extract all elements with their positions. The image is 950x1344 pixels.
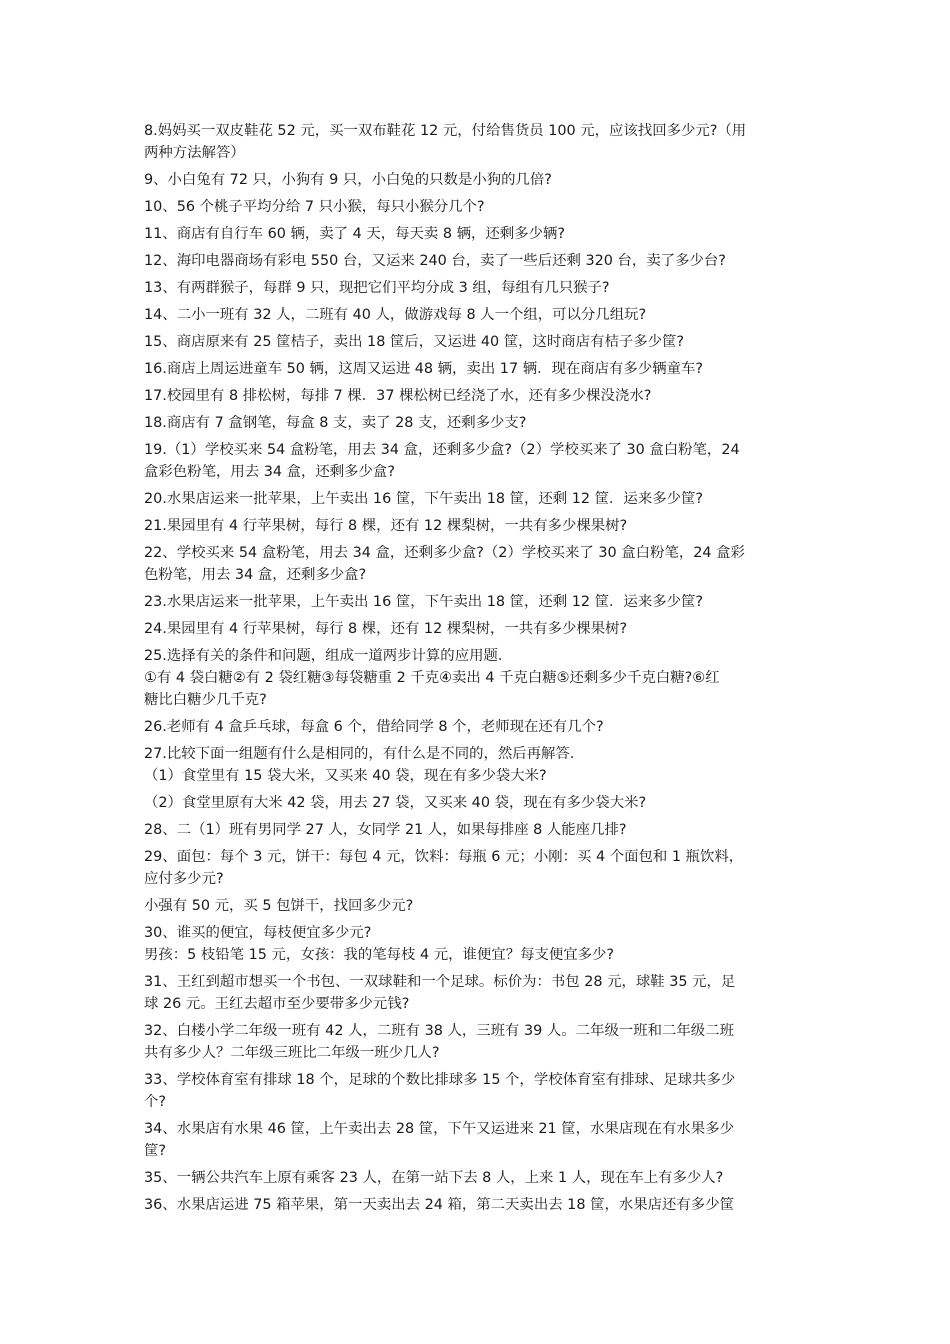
text-line: 应付多少元? (144, 871, 224, 887)
question-paragraph (144, 1069, 809, 1113)
text-line: 11、商店有自行车 60 辆，卖了 4 天，每天卖 8 辆，还剩多少辆? (144, 226, 566, 242)
text-line: 22、学校买来 54 盒粉笔，用去 34 盒，还剩多少盒?（2）学校买来了 30 盒白粉笔，24 盒彩 (144, 545, 745, 561)
text-line: 球 26 元。王红去超市至少要带多少元钱? (144, 996, 410, 1012)
text-line: 9、小白兔有 72 只，小狗有 9 只，小白兔的只数是小狗的几倍? (144, 172, 552, 188)
question-paragraph (144, 223, 809, 245)
question-paragraph (144, 120, 809, 164)
question-paragraph (144, 412, 809, 434)
text-line: 14、二小一班有 32 人，二班有 40 人，做游戏每 8 人一个组，可以分几组玩? (144, 307, 647, 323)
text-line: 33、学校体育室有排球 18 个，足球的个数比排球多 15 个，学校体育室有排球、足球共多少 (144, 1072, 736, 1088)
text-line: 36、水果店运进 75 箱苹果，第一天卖出去 24 箱，第二天卖出去 18 筐，水果店还有多少筐 (144, 1197, 734, 1213)
question-paragraph (144, 1020, 809, 1064)
text-line: 24.果园里有 4 行苹果树，每行 8 棵，还有 12 棵梨树，一共有多少棵果树? (144, 621, 628, 637)
document-page (144, 120, 809, 1221)
text-line: 个? (144, 1094, 167, 1110)
text-line: 35、一辆公共汽车上原有乘客 23 人，在第一站下去 8 人，上来 1 人，现在车上有多少人? (144, 1170, 724, 1186)
text-line: 共有多少人？二年级三班比二年级一班少几人? (144, 1045, 440, 1061)
text-line: ①有 4 袋白糖②有 2 袋红糖③每袋糖重 2 千克④卖出 4 千克白糖⑤还剩多少千克白糖?⑥红 (144, 670, 720, 686)
question-paragraph (144, 358, 809, 380)
text-line: 31、王红到超市想买一个书包、一双球鞋和一个足球。标价为：书包 28 元，球鞋 35 元，足 (144, 974, 736, 990)
question-paragraph (144, 591, 809, 613)
text-line: 12、海印电器商场有彩电 550 台，又运来 240 台，卖了一些后还剩 320 台，卖了多少台? (144, 253, 726, 269)
text-line: 21.果园里有 4 行苹果树，每行 8 棵，还有 12 棵梨树，一共有多少棵果树? (144, 518, 628, 534)
question-paragraph (144, 250, 809, 272)
text-line: 8.妈妈买一双皮鞋花 52 元，买一双布鞋花 12 元，付给售货员 100 元，应该找回多少元?（用 (144, 123, 747, 139)
text-line: 色粉笔，用去 34 盒，还剩多少盒? (144, 567, 367, 583)
question-paragraph (144, 304, 809, 326)
text-line: 男孩：5 枝铅笔 15 元，女孩：我的笔每枝 4 元，谁便宜？每支便宜多少? (144, 947, 615, 963)
question-paragraph (144, 277, 809, 299)
question-paragraph (144, 385, 809, 407)
text-line: 28、二（1）班有男同学 27 人，女同学 21 人，如果每排座 8 人能座几排? (144, 822, 627, 838)
question-paragraph (144, 169, 809, 191)
question-paragraph (144, 1194, 809, 1216)
question-paragraph (144, 792, 809, 814)
text-line: 26.老师有 4 盒乒乓球，每盒 6 个，借给同学 8 个，老师现在还有几个? (144, 719, 604, 735)
text-line: 19.（1）学校买来 54 盒粉笔，用去 34 盒，还剩多少盒?（2）学校买来了 30 盒白粉笔，24 (144, 442, 740, 458)
question-paragraph (144, 743, 809, 787)
question-paragraph (144, 1118, 809, 1162)
question-paragraph (144, 645, 809, 711)
text-line: 筐? (144, 1143, 167, 1159)
text-line: 34、水果店有水果 46 筐，上午卖出去 28 筐，下午又运进来 21 筐，水果店现在有水果多少 (144, 1121, 734, 1137)
text-line: （1）食堂里有 15 袋大米，又买来 40 袋，现在有多少袋大米? (144, 768, 547, 784)
text-line: 27.比较下面一组题有什么是相同的，有什么是不同的，然后再解答． (144, 746, 585, 762)
text-line: 10、56 个桃子平均分给 7 只小猴，每只小猴分几个? (144, 199, 485, 215)
text-line: 18.商店有 7 盒钢笔，每盒 8 支，卖了 28 支，还剩多少支? (144, 415, 527, 431)
text-line: （2）食堂里原有大米 42 袋，用去 27 袋，又买来 40 袋，现在有多少袋大米? (144, 795, 647, 811)
question-paragraph (144, 542, 809, 586)
question-paragraph (144, 331, 809, 353)
question-paragraph (144, 488, 809, 510)
question-paragraph (144, 971, 809, 1015)
text-line: 20.水果店运来一批苹果，上午卖出 16 筐，下午卖出 18 筐，还剩 12 筐．运来多少筐? (144, 491, 704, 507)
text-line: 两种方法解答） (144, 145, 245, 161)
text-line: 30、谁买的便宜，每枝便宜多少元? (144, 925, 372, 941)
text-line: 29、面包：每个 3 元，饼干：每包 4 元，饮料：每瓶 6 元；小刚：买 4 个面包和 1 瓶饮料， (144, 849, 744, 865)
text-line: 17.校园里有 8 排松树，每排 7 棵．37 棵松树已经浇了水，还有多少棵没浇水? (144, 388, 652, 404)
question-paragraph (144, 716, 809, 738)
question-paragraph (144, 618, 809, 640)
text-line: 13、有两群猴子，每群 9 只，现把它们平均分成 3 组，每组有几只猴子? (144, 280, 610, 296)
question-paragraph (144, 1167, 809, 1189)
text-line: 小强有 50 元，买 5 包饼干，找回多少元? (144, 898, 414, 914)
text-line: 糖比白糖少几千克? (144, 692, 267, 708)
question-paragraph (144, 515, 809, 537)
text-line: 盒彩色粉笔，用去 34 盒，还剩多少盒? (144, 464, 395, 480)
question-paragraph (144, 922, 809, 966)
text-line: 15、商店原来有 25 筐桔子，卖出 18 筐后，又运进 40 筐，这时商店有桔子多少筐? (144, 334, 685, 350)
question-paragraph (144, 895, 809, 917)
question-paragraph (144, 819, 809, 841)
text-line: 16.商店上周运进童车 50 辆，这周又运进 48 辆，卖出 17 辆．现在商店有多少辆童车? (144, 361, 704, 377)
text-line: 23.水果店运来一批苹果，上午卖出 16 筐，下午卖出 18 筐，还剩 12 筐．运来多少筐? (144, 594, 704, 610)
question-paragraph (144, 196, 809, 218)
question-paragraph (144, 846, 809, 890)
question-paragraph (144, 439, 809, 483)
text-line: 32、白楼小学二年级一班有 42 人，二班有 38 人，三班有 39 人。二年级一班和二年级二班 (144, 1023, 734, 1039)
text-line: 25.选择有关的条件和问题，组成一道两步计算的应用题． (144, 648, 513, 664)
